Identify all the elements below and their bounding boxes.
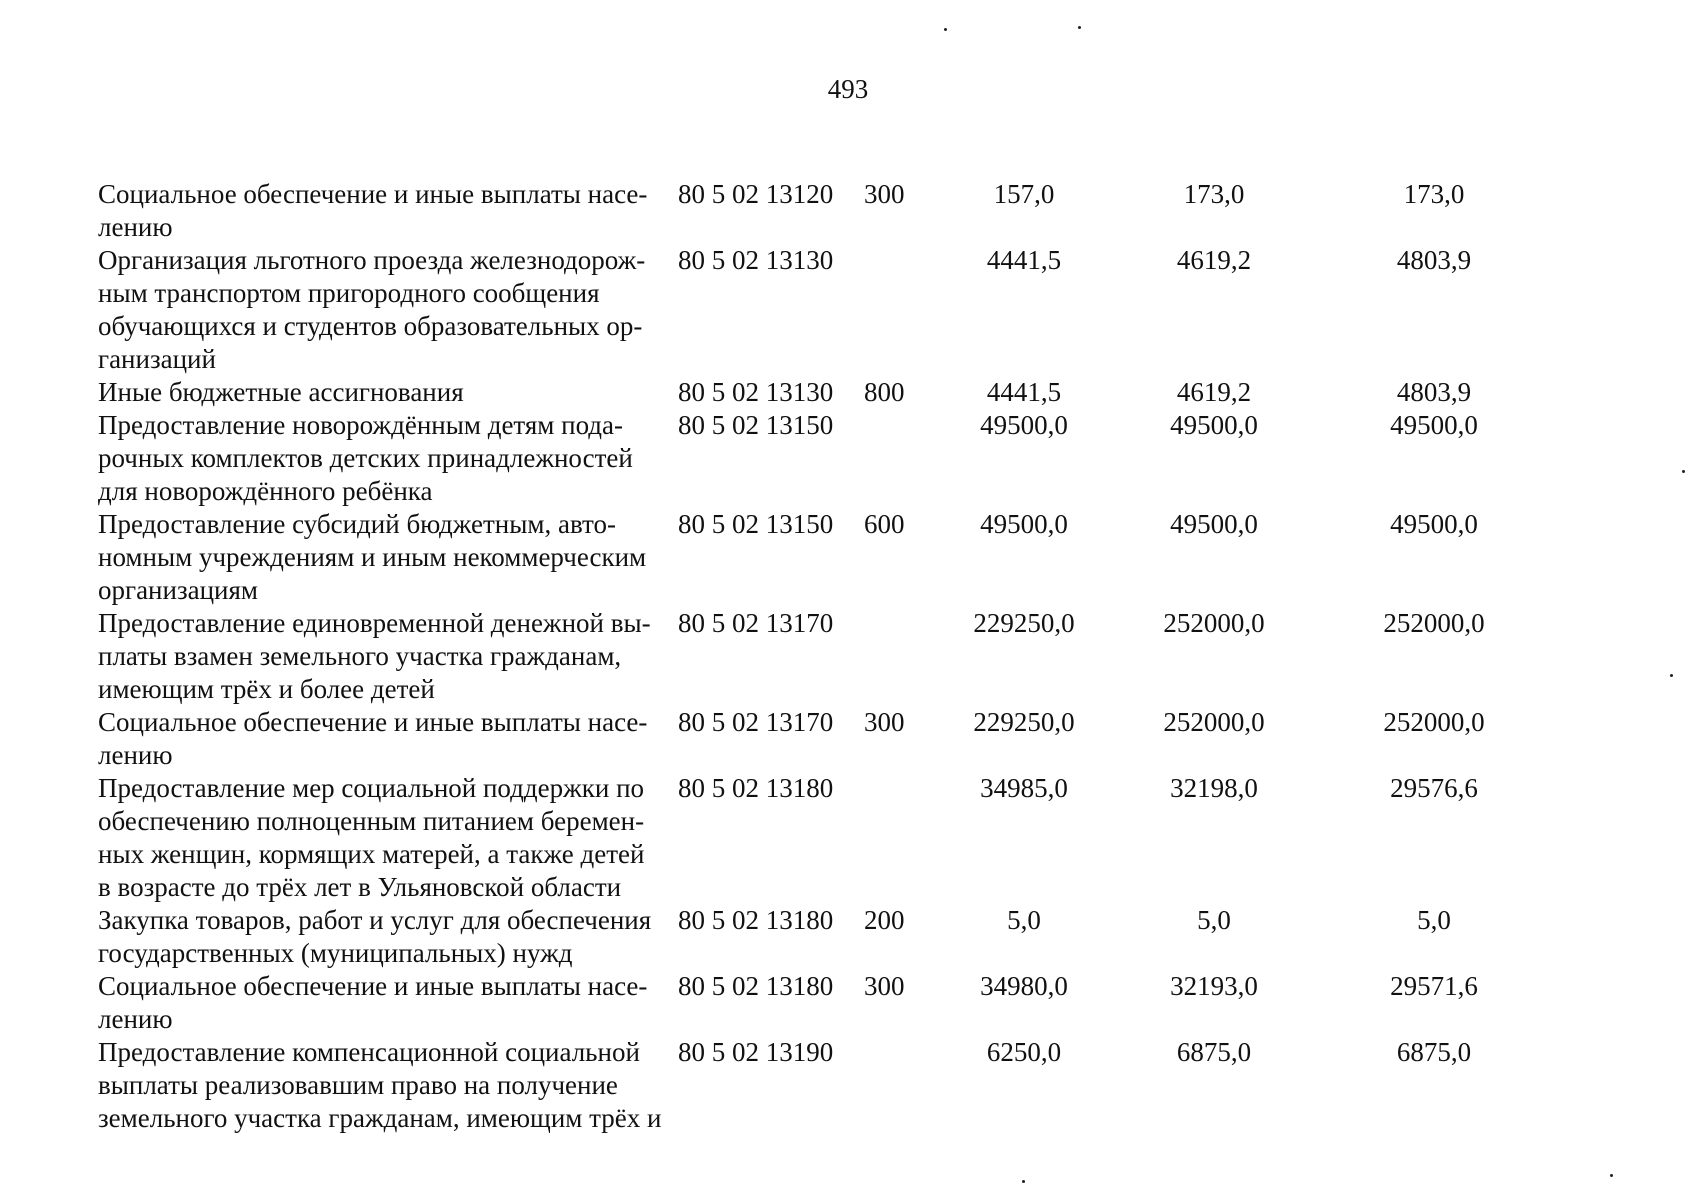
row-csr-cell: 80 5 02 13170 (678, 707, 834, 737)
row-csr-cell: 80 5 02 13130 (678, 245, 834, 275)
row-vr-cell (864, 409, 944, 508)
row-vr-cell: 800 (864, 377, 905, 407)
row-value-2025-cell: 49500,0 (1390, 509, 1478, 539)
row-value-2024-cell: 32198,0 (1170, 773, 1258, 803)
budget-table (98, 178, 1544, 1135)
row-name-cell: Социальное обеспечение и иные выплаты насе- лению (98, 971, 648, 1034)
row-value-2024-cell: 6875,0 (1176, 1037, 1252, 1067)
row-value-2024-cell: 4619,2 (1176, 377, 1252, 407)
row-csr-cell: 80 5 02 13150 (678, 509, 834, 539)
table-row (98, 1036, 1544, 1135)
row-value-2023-cell: 49500,0 (980, 410, 1068, 440)
row-value-2024-cell: 5,0 (1197, 905, 1231, 935)
row-vr-cell: 300 (864, 707, 905, 737)
scan-speck (1682, 470, 1685, 473)
row-vr-cell: 300 (864, 971, 905, 1001)
row-value-2024-cell: 32193,0 (1170, 971, 1258, 1001)
row-name-cell: Предоставление компенсационной социальной выплаты реализовавшим право на получение земельного участка гражданам, имеющим трёх и (98, 1037, 662, 1133)
row-value-2025-cell: 5,0 (1417, 905, 1451, 935)
row-csr-cell: 80 5 02 13190 (678, 1037, 834, 1067)
row-value-2024-cell: 252000,0 (1163, 608, 1265, 638)
row-value-2025-cell: 4803,9 (1396, 377, 1472, 407)
row-value-2024-cell: 173,0 (1183, 179, 1245, 209)
row-value-2023-cell: 5,0 (1007, 905, 1041, 935)
row-csr-cell: 80 5 02 13180 (678, 773, 834, 803)
row-value-2024-cell: 49500,0 (1170, 410, 1258, 440)
row-name-cell: Предоставление мер социальной поддержки по обеспечению полноценным питанием беремен- ных женщин, кормящих матерей, а также детей в возрасте до трёх лет в Ульяновской области (98, 773, 645, 902)
row-csr-cell: 80 5 02 13130 (678, 377, 834, 407)
row-value-2025-cell: 173,0 (1403, 179, 1465, 209)
row-value-2023-cell: 34985,0 (980, 773, 1068, 803)
table-row (98, 508, 1544, 607)
row-value-2025-cell: 49500,0 (1390, 410, 1478, 440)
row-value-2023-cell: 4441,5 (986, 377, 1062, 407)
row-value-2024-cell: 4619,2 (1176, 245, 1252, 275)
row-value-2023-cell: 34980,0 (980, 971, 1068, 1001)
row-vr-cell (864, 772, 944, 904)
row-value-2025-cell: 252000,0 (1383, 707, 1485, 737)
row-value-2025-cell: 252000,0 (1383, 608, 1485, 638)
table-row (98, 376, 1544, 409)
page-number: 493 (827, 74, 869, 104)
table-row (98, 970, 1544, 1036)
row-value-2025-cell: 29571,6 (1390, 971, 1478, 1001)
row-name-cell: Предоставление единовременной денежной вы- платы взамен земельного участка гражданам, имеющим трёх и более детей (98, 608, 651, 704)
scan-speck (1670, 674, 1673, 677)
row-value-2023-cell: 157,0 (993, 179, 1055, 209)
row-name-cell: Предоставление субсидий бюджетным, авто- номным учреждениям и иным некоммерческим организациям (98, 509, 647, 605)
row-csr-cell: 80 5 02 13180 (678, 905, 834, 935)
row-value-2023-cell: 229250,0 (973, 608, 1075, 638)
scan-speck (1610, 1174, 1613, 1177)
table-row (98, 772, 1544, 904)
row-vr-cell: 600 (864, 509, 905, 539)
row-vr-cell (864, 1036, 944, 1135)
row-value-2023-cell: 4441,5 (986, 245, 1062, 275)
table-row (98, 244, 1544, 376)
scan-speck (1022, 1180, 1025, 1183)
table-body (98, 178, 1544, 1135)
row-name-cell: Иные бюджетные ассигнования (98, 377, 464, 407)
table-row (98, 706, 1544, 772)
row-name-cell: Социальное обеспечение и иные выплаты насе- лению (98, 179, 648, 242)
row-value-2024-cell: 252000,0 (1163, 707, 1265, 737)
row-value-2025-cell: 29576,6 (1390, 773, 1478, 803)
row-name-cell: Закупка товаров, работ и услуг для обеспечения государственных (муниципальных) нужд (98, 905, 652, 968)
row-value-2023-cell: 49500,0 (980, 509, 1068, 539)
row-value-2024-cell: 49500,0 (1170, 509, 1258, 539)
row-vr-cell (864, 607, 944, 706)
row-csr-cell: 80 5 02 13120 (678, 179, 834, 209)
row-name-cell: Предоставление новорождённым детям пода- рочных комплектов детских принадлежностей для новорождённого ребёнка (98, 410, 633, 506)
row-name-cell: Организация льготного проезда железнодорож- ным транспортом пригородного сообщения обучающихся и студентов образовательных ор- ганизаций (98, 245, 646, 374)
scan-speck (1078, 26, 1081, 29)
row-name-cell: Социальное обеспечение и иные выплаты насе- лению (98, 707, 648, 770)
table-row (98, 178, 1544, 244)
row-csr-cell: 80 5 02 13170 (678, 608, 834, 638)
table-row (98, 904, 1544, 970)
row-value-2025-cell: 4803,9 (1396, 245, 1472, 275)
table-row (98, 409, 1544, 508)
row-value-2025-cell: 6875,0 (1396, 1037, 1472, 1067)
row-csr-cell: 80 5 02 13180 (678, 971, 834, 1001)
table-row (98, 607, 1544, 706)
row-value-2023-cell: 6250,0 (986, 1037, 1062, 1067)
scan-speck (944, 28, 947, 31)
row-vr-cell: 200 (864, 905, 905, 935)
row-value-2023-cell: 229250,0 (973, 707, 1075, 737)
row-csr-cell: 80 5 02 13150 (678, 410, 834, 440)
row-vr-cell: 300 (864, 179, 905, 209)
row-vr-cell (864, 244, 944, 376)
